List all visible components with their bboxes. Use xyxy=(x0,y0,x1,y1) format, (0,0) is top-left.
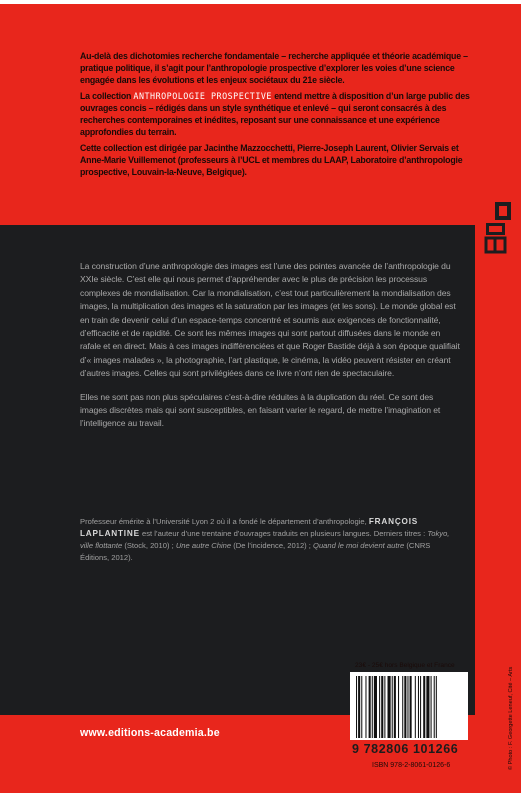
book-title-2: Une autre Chine xyxy=(175,541,232,550)
bio-text-1: Professeur émérite à l’Université Lyon 2 où il a fondé le département d’anthropologie, xyxy=(80,517,369,526)
photo-credit: © Photo : F. Georgette Leneuf, Cité – Arts xyxy=(508,666,514,770)
bio-text-5: (CNRS Éditions, 2012). xyxy=(80,541,431,562)
book-summary xyxy=(80,260,460,441)
intro-paragraph-3: Cette collection est dirigée par Jacinthe Mazzocchetti, Pierre-Joseph Laurent, Olivier Servais et Anne-Marie Vuillemenot (professeurs à l’UCL et membres du LAAP, Laboratoire d’anthropologie prospective, Louvain-la-Neuve, Belgique). xyxy=(80,143,463,177)
collection-name: ANTHROPOLOGIE PROSPECTIVE xyxy=(133,91,272,101)
bio-text-3: (Stock, 2010) ; xyxy=(122,541,176,550)
summary-paragraph-1: La construction d’une anthropologie des images est l’une des pointes avancée de l’anthropologie du XXIe siècle. C’est elle qui nous permet d’appréhender avec le plus de précision les processus complexes de mondialisation. Car la mondialisation, c’est tout particulièrement la mondialisation des images, la multiplication des images et la saturation par les images (et les sons). Le monde global est en train de devenir celui d’un espace-temps concentré et soumis aux exigences de fonctionnalité, d’efficacité et de rapidité. Ce sont les mêmes images qui sont partout diffusées dans le monde en rafale et en direct. Mais à ces images indifférenciées et que Roger Bastide déjà à son époque qualifiait d’« images malades », la photographie, l’art plastique, le cinéma, la vidéo peuvent résister en créant d’autres images. Celles qui sont privilégiées dans ce livre n’ont rien de spectaculaire. xyxy=(80,261,460,379)
intro-paragraph-2 xyxy=(80,90,475,138)
book-title-1: Tokyo, ville flottante xyxy=(80,529,450,550)
book-title-3: Quand le moi devient autre xyxy=(313,541,405,550)
author-bio xyxy=(80,516,460,564)
price-label: 23€ - 25€ hors Belgique et France xyxy=(355,662,455,669)
isbn-label: ISBN 978-2-8061-0126-6 xyxy=(372,762,451,769)
author-name: FRANÇOIS LAPLANTINE xyxy=(80,517,419,538)
summary-paragraph-2: Elles ne sont pas non plus spéculaires c’est-à-dire réduites à la duplication du réel. Ce sont des images discrètes mais qui sont susceptibles, en faisant varier le regard, de mettre l’imagination et l’intelligence au travail. xyxy=(80,391,441,429)
bio-text-4: (De l’incidence, 2012) ; xyxy=(231,541,314,550)
ap-logo-icon xyxy=(480,200,514,256)
bio-text-2: est l’auteur d’une trentaine d’ouvrages traduits en plusieurs langues. Derniers titres : xyxy=(139,529,428,538)
barcode xyxy=(350,672,468,740)
barcode-digits: 9 782806 101266 xyxy=(352,742,459,756)
barcode-bars-icon xyxy=(350,672,468,740)
intro-paragraph-1: Au-delà des dichotomies recherche fondamentale – recherche appliquée et théorie académique – pratique politique, il s’agit pour l’anthropologie prospective d’explorer les voies d’une science engagée dans les évolutions et les enjeux sociétaux du 21e siècle. xyxy=(80,51,468,85)
collection-description xyxy=(80,50,475,182)
intro-text-before: La collection xyxy=(80,91,134,101)
intro-text-after: entend mettre à disposition d’un large public des ouvrages concis – rédigés dans un style synthétique et enlevé – qui seront consacrés à des recherches contemporaines et inédites, reposant sur une connaissance et une expérience approfondies du terrain. xyxy=(80,91,470,137)
publisher-website[interactable]: www.editions-academia.be xyxy=(80,727,220,739)
